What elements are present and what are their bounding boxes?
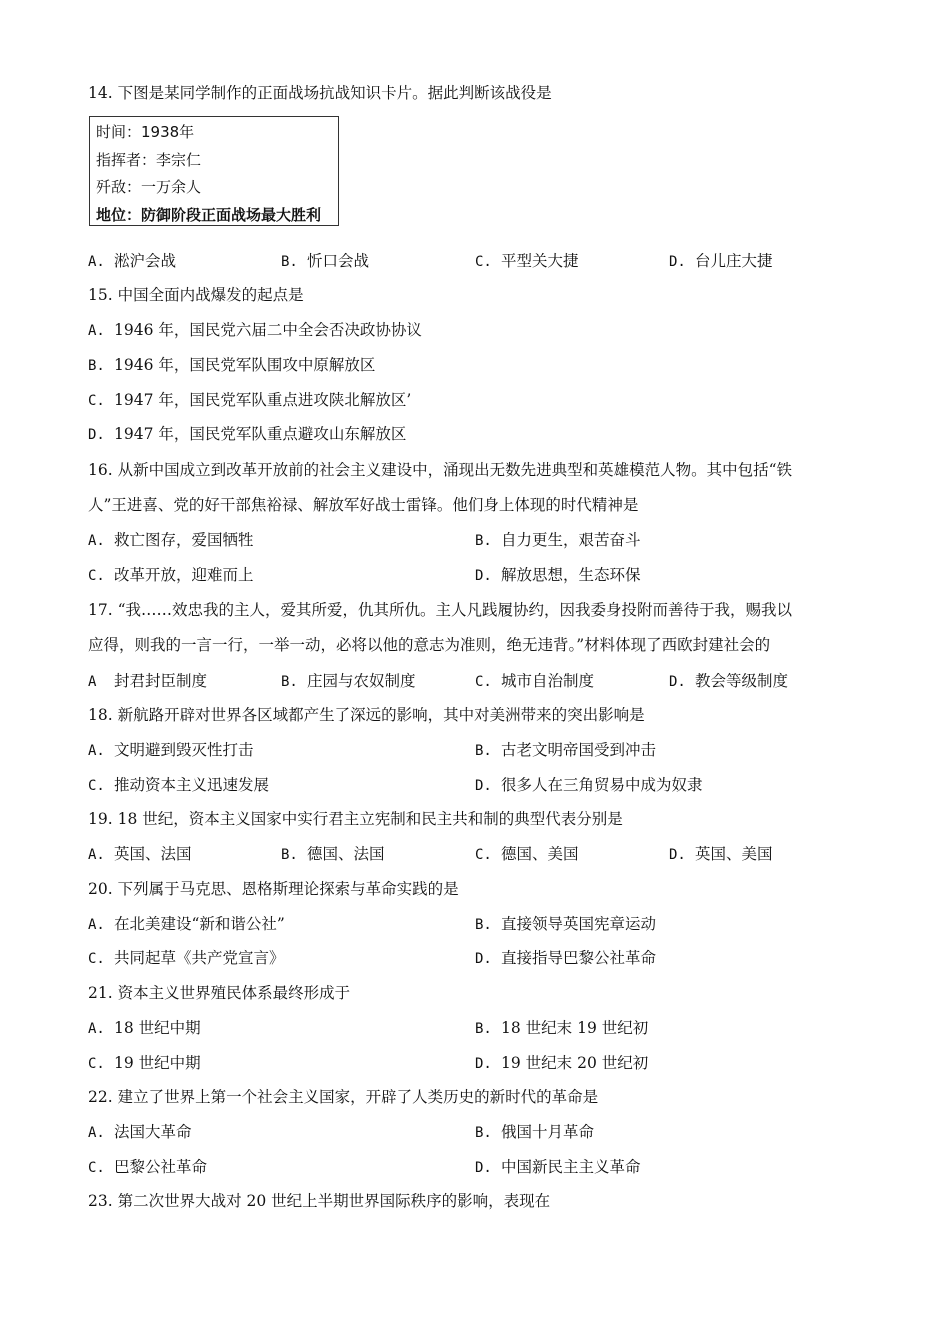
- battle-knowledge-card: [89, 116, 339, 226]
- question-22-options-row-1: [88, 1121, 888, 1143]
- option-d[interactable]: D. 1947 年，国民党军队重点避攻山东解放区: [88, 425, 407, 443]
- question-16-stem-line-1: 16. 从新中国成立到改革开放前的社会主义建设中，涌现出无数先进典型和英雄模范人物。其中包括“铁: [88, 461, 793, 479]
- option-b[interactable]: B. 忻口会战: [281, 252, 370, 270]
- option-a[interactable]: A. 淞沪会战: [88, 252, 177, 270]
- option-c[interactable]: C. 共同起草《共产党宣言》: [88, 949, 285, 967]
- question-16-stem-line-2: 人”王进喜、党的好干部焦裕禄、解放军好战士雷锋。他们身上体现的时代精神是: [88, 496, 639, 514]
- option-c[interactable]: C. 城市自治制度: [475, 672, 595, 690]
- question-15-stem: 15. 中国全面内战爆发的起点是: [88, 286, 304, 304]
- card-line-time: 时间：1938年: [96, 123, 195, 141]
- question-16-options-row-1: [88, 529, 888, 551]
- option-b[interactable]: B. 古老文明帝国受到冲击: [475, 741, 657, 759]
- question-19-options: [88, 843, 888, 865]
- option-b[interactable]: B. 直接领导英国宪章运动: [475, 915, 657, 933]
- question-22-options-row-2: [88, 1156, 888, 1178]
- option-d[interactable]: D. 解放思想，生态环保: [475, 566, 641, 584]
- question-20-options-row-1: [88, 913, 888, 935]
- option-a[interactable]: A. 在北美建设“新和谐公社”: [88, 915, 285, 933]
- option-a[interactable]: A. 英国、法国: [88, 845, 192, 863]
- question-20-options-row-2: [88, 947, 888, 969]
- question-21-options-row-1: [88, 1017, 888, 1039]
- question-21-options-row-2: [88, 1052, 888, 1074]
- question-14-stem: 14. 下图是某同学制作的正面战场抗战知识卡片。据此判断该战役是: [88, 84, 552, 102]
- question-14-options: [88, 250, 888, 272]
- question-18-options-row-2: [88, 774, 888, 796]
- question-21-stem: 21. 资本主义世界殖民体系最终形成于: [88, 984, 351, 1002]
- question-19-stem: 19. 18 世纪，资本主义国家中实行君主立宪制和民主共和制的典型代表分别是: [88, 810, 623, 828]
- option-a[interactable]: A. 法国大革命: [88, 1123, 192, 1141]
- card-line-enemies: 歼敌：一万余人: [96, 178, 202, 196]
- option-c[interactable]: C. 1947 年，国民党军队重点进攻陕北解放区’: [88, 391, 412, 409]
- option-d[interactable]: D. 英国、美国: [669, 845, 773, 863]
- option-d[interactable]: D. 教会等级制度: [669, 672, 789, 690]
- option-c[interactable]: C. 推动资本主义迅速发展: [88, 776, 270, 794]
- option-c[interactable]: C. 巴黎公社革命: [88, 1158, 208, 1176]
- option-d[interactable]: D. 很多人在三角贸易中成为奴隶: [475, 776, 703, 794]
- card-line-status: 地位：防御阶段正面战场最大胜利: [96, 205, 322, 224]
- question-23-stem: 23. 第二次世界大战对 20 世纪上半期世界国际秩序的影响，表现在: [88, 1192, 551, 1210]
- question-16-options-row-2: [88, 564, 888, 586]
- option-b[interactable]: B. 18 世纪末 19 世纪初: [475, 1019, 649, 1037]
- option-d[interactable]: D. 中国新民主主义革命: [475, 1158, 641, 1176]
- question-18-options-row-1: [88, 739, 888, 761]
- question-18-stem: 18. 新航路开辟对世界各区域都产生了深远的影响，其中对美洲带来的突出影响是: [88, 706, 645, 724]
- option-d[interactable]: D. 台儿庄大捷: [669, 252, 773, 270]
- option-c[interactable]: C. 平型关大捷: [475, 252, 579, 270]
- option-a[interactable]: A 封君封臣制度: [88, 672, 208, 690]
- question-17-options: [88, 670, 888, 692]
- question-20-stem: 20. 下列属于马克思、恩格斯理论探索与革命实践的是: [88, 880, 459, 898]
- option-b[interactable]: B. 俄国十月革命: [475, 1123, 595, 1141]
- option-b[interactable]: B. 庄园与农奴制度: [281, 672, 416, 690]
- option-c[interactable]: C. 改革开放，迎难而上: [88, 566, 254, 584]
- option-a[interactable]: A. 救亡图存，爱国牺牲: [88, 531, 254, 549]
- option-b[interactable]: B. 自力更生，艰苦奋斗: [475, 531, 641, 549]
- option-c[interactable]: C. 德国、美国: [475, 845, 579, 863]
- option-d[interactable]: D. 19 世纪末 20 世纪初: [475, 1054, 649, 1072]
- question-17-stem-line-1: 17. “我……效忠我的主人，爱其所爱，仇其所仇。主人凡践履协约，因我委身投附而善待于我，赐我以: [88, 601, 793, 619]
- card-line-commander: 指挥者：李宗仁: [96, 150, 202, 169]
- option-a[interactable]: A. 文明避到毁灭性打击: [88, 741, 254, 759]
- option-a[interactable]: A. 18 世纪中期: [88, 1019, 201, 1037]
- option-b[interactable]: B. 1946 年，国民党军队围攻中原解放区: [88, 356, 376, 374]
- question-17-stem-line-2: 应得，则我的一言一行，一举一动，必将以他的意志为准则，绝无违背。”材料体现了西欧封建社会的: [88, 636, 771, 654]
- option-a[interactable]: A. 1946 年，国民党六届二中全会否决政协协议: [88, 321, 422, 339]
- option-b[interactable]: B. 德国、法国: [281, 845, 385, 863]
- question-22-stem: 22. 建立了世界上第一个社会主义国家，开辟了人类历史的新时代的革命是: [88, 1088, 599, 1106]
- option-d[interactable]: D. 直接指导巴黎公社革命: [475, 949, 657, 967]
- option-c[interactable]: C. 19 世纪中期: [88, 1054, 201, 1072]
